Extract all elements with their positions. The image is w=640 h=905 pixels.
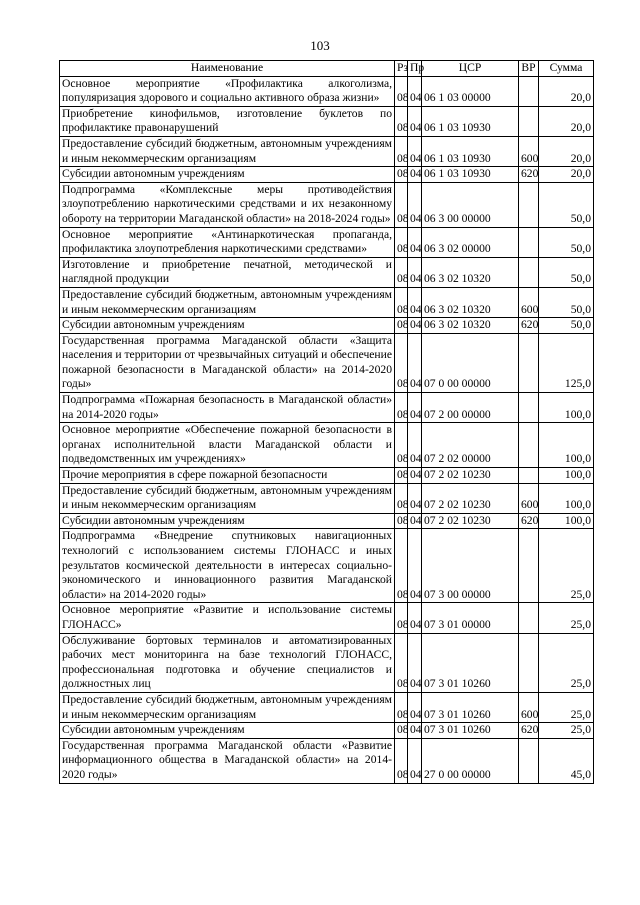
table-row xyxy=(60,287,594,317)
cell-csr: 07 3 01 10260 xyxy=(422,723,519,739)
cell-name: Основное мероприятие «Профилактика алкоголизма, популяризация здорового и социально активного образа жизни» xyxy=(60,76,395,106)
cell-rz: 08 xyxy=(395,723,408,739)
cell-pr: 04 xyxy=(408,182,422,227)
cell-pr: 04 xyxy=(408,468,422,484)
table-row xyxy=(60,393,594,423)
cell-sum: 100,0 xyxy=(539,513,594,529)
cell-pr: 04 xyxy=(408,227,422,257)
cell-csr: 07 2 00 00000 xyxy=(422,393,519,423)
cell-pr: 04 xyxy=(408,738,422,783)
cell-pr: 04 xyxy=(408,136,422,166)
header-pr: Пр xyxy=(408,61,422,77)
cell-name: Основное мероприятие «Развитие и использование системы ГЛОНАСС» xyxy=(60,603,395,633)
cell-name: Изготовление и приобретение печатной, методической и наглядной продукции xyxy=(60,257,395,287)
cell-csr: 06 1 03 10930 xyxy=(422,136,519,166)
cell-pr: 04 xyxy=(408,167,422,183)
cell-rz: 08 xyxy=(395,603,408,633)
table-row xyxy=(60,603,594,633)
table-row xyxy=(60,529,594,603)
cell-name: Предоставление субсидий бюджетным, автономным учреждениям и иным некоммерческим организациям xyxy=(60,692,395,722)
cell-csr: 06 3 02 10320 xyxy=(422,287,519,317)
table-row xyxy=(60,423,594,468)
cell-csr: 07 3 00 00000 xyxy=(422,529,519,603)
cell-vr xyxy=(519,333,539,392)
cell-rz: 08 xyxy=(395,513,408,529)
cell-rz: 08 xyxy=(395,287,408,317)
cell-sum: 25,0 xyxy=(539,692,594,722)
cell-rz: 08 xyxy=(395,167,408,183)
cell-sum: 20,0 xyxy=(539,106,594,136)
cell-sum: 20,0 xyxy=(539,76,594,106)
table-row xyxy=(60,723,594,739)
table-row xyxy=(60,167,594,183)
cell-name: Прочие мероприятия в сфере пожарной безопасности xyxy=(60,468,395,484)
cell-csr: 07 0 00 00000 xyxy=(422,333,519,392)
cell-sum: 25,0 xyxy=(539,529,594,603)
cell-sum: 100,0 xyxy=(539,483,594,513)
cell-csr: 06 3 02 10320 xyxy=(422,257,519,287)
cell-pr: 04 xyxy=(408,287,422,317)
cell-pr: 04 xyxy=(408,257,422,287)
cell-vr xyxy=(519,633,539,692)
cell-name: Государственная программа Магаданской области «Развитие информационного общества в Магаданской области» на 2014-2020 годы» xyxy=(60,738,395,783)
cell-pr: 04 xyxy=(408,692,422,722)
cell-rz: 08 xyxy=(395,106,408,136)
cell-rz: 08 xyxy=(395,468,408,484)
cell-name: Субсидии автономным учреждениям xyxy=(60,167,395,183)
cell-csr: 07 3 01 10260 xyxy=(422,633,519,692)
cell-rz: 08 xyxy=(395,257,408,287)
cell-vr: 620 xyxy=(519,167,539,183)
cell-vr xyxy=(519,257,539,287)
cell-pr: 04 xyxy=(408,603,422,633)
cell-name: Субсидии автономным учреждениям xyxy=(60,723,395,739)
cell-rz: 08 xyxy=(395,738,408,783)
cell-sum: 50,0 xyxy=(539,182,594,227)
cell-pr: 04 xyxy=(408,423,422,468)
cell-vr xyxy=(519,393,539,423)
table-row xyxy=(60,738,594,783)
cell-sum: 50,0 xyxy=(539,287,594,317)
table-row xyxy=(60,513,594,529)
cell-rz: 08 xyxy=(395,136,408,166)
table-row xyxy=(60,468,594,484)
table-row xyxy=(60,318,594,334)
cell-sum: 100,0 xyxy=(539,468,594,484)
cell-vr xyxy=(519,468,539,484)
cell-vr xyxy=(519,423,539,468)
cell-vr xyxy=(519,227,539,257)
cell-name: Предоставление субсидий бюджетным, автономным учреждениям и иным некоммерческим организациям xyxy=(60,136,395,166)
cell-pr: 04 xyxy=(408,513,422,529)
cell-csr: 07 3 01 10260 xyxy=(422,692,519,722)
table-row xyxy=(60,257,594,287)
cell-vr xyxy=(519,182,539,227)
cell-name: Предоставление субсидий бюджетным, автономным учреждениям и иным некоммерческим организациям xyxy=(60,483,395,513)
cell-csr: 06 1 03 10930 xyxy=(422,106,519,136)
cell-name: Субсидии автономным учреждениям xyxy=(60,318,395,334)
cell-pr: 04 xyxy=(408,633,422,692)
cell-csr: 06 3 00 00000 xyxy=(422,182,519,227)
cell-csr: 07 2 02 10230 xyxy=(422,483,519,513)
cell-pr: 04 xyxy=(408,529,422,603)
table-row xyxy=(60,106,594,136)
cell-csr: 27 0 00 00000 xyxy=(422,738,519,783)
cell-sum: 25,0 xyxy=(539,723,594,739)
cell-name: Субсидии автономным учреждениям xyxy=(60,513,395,529)
cell-rz: 08 xyxy=(395,76,408,106)
cell-name: Приобретение кинофильмов, изготовление буклетов по профилактике правонарушений xyxy=(60,106,395,136)
cell-rz: 08 xyxy=(395,333,408,392)
cell-name: Подпрограмма «Внедрение спутниковых навигационных технологий с использованием системы ГЛОНАСС и иных результатов космической деятельности в интересах социально-экономического и инновационного развития Магаданской области» на 2014-2020 годы» xyxy=(60,529,395,603)
cell-pr: 04 xyxy=(408,393,422,423)
cell-rz: 08 xyxy=(395,529,408,603)
cell-vr xyxy=(519,106,539,136)
cell-vr: 600 xyxy=(519,287,539,317)
cell-sum: 100,0 xyxy=(539,423,594,468)
cell-name: Предоставление субсидий бюджетным, автономным учреждениям и иным некоммерческим организациям xyxy=(60,287,395,317)
cell-sum: 20,0 xyxy=(539,167,594,183)
cell-name: Обслуживание бортовых терминалов и автоматизированных рабочих мест мониторинга на базе технологий ГЛОНАСС, профессиональная подготовка и обучение специалистов и должностных лиц xyxy=(60,633,395,692)
cell-vr: 600 xyxy=(519,136,539,166)
cell-sum: 50,0 xyxy=(539,257,594,287)
cell-rz: 08 xyxy=(395,483,408,513)
cell-name: Государственная программа Магаданской области «Защита населения и территории от чрезвычайных ситуаций и обеспечение пожарной безопасности в Магаданской области» на 2014-2020 годы» xyxy=(60,333,395,392)
cell-csr: 06 1 03 00000 xyxy=(422,76,519,106)
cell-rz: 08 xyxy=(395,692,408,722)
cell-csr: 07 2 02 00000 xyxy=(422,423,519,468)
cell-rz: 08 xyxy=(395,182,408,227)
cell-csr: 07 2 02 10230 xyxy=(422,513,519,529)
cell-sum: 20,0 xyxy=(539,136,594,166)
cell-csr: 07 2 02 10230 xyxy=(422,468,519,484)
header-sum: Сумма xyxy=(539,61,594,77)
budget-table xyxy=(59,60,594,784)
cell-rz: 08 xyxy=(395,227,408,257)
cell-csr: 06 1 03 10930 xyxy=(422,167,519,183)
cell-csr: 06 3 02 10320 xyxy=(422,318,519,334)
header-name: Наименование xyxy=(60,61,395,77)
cell-sum: 25,0 xyxy=(539,603,594,633)
cell-sum: 25,0 xyxy=(539,633,594,692)
cell-name: Основное мероприятие «Обеспечение пожарной безопасности в органах исполнительной власти Магаданской области и подведомственных им учреждениях» xyxy=(60,423,395,468)
table-row xyxy=(60,227,594,257)
cell-csr: 06 3 02 00000 xyxy=(422,227,519,257)
table-row xyxy=(60,483,594,513)
cell-vr xyxy=(519,603,539,633)
cell-vr xyxy=(519,76,539,106)
cell-vr: 600 xyxy=(519,692,539,722)
cell-rz: 08 xyxy=(395,318,408,334)
header-rz: Рз xyxy=(395,61,408,77)
cell-pr: 04 xyxy=(408,318,422,334)
cell-vr xyxy=(519,529,539,603)
cell-sum: 100,0 xyxy=(539,393,594,423)
cell-rz: 08 xyxy=(395,633,408,692)
cell-pr: 04 xyxy=(408,76,422,106)
cell-sum: 50,0 xyxy=(539,318,594,334)
table-row xyxy=(60,333,594,392)
table-header-row xyxy=(60,61,594,77)
cell-sum: 45,0 xyxy=(539,738,594,783)
cell-pr: 04 xyxy=(408,333,422,392)
table-row xyxy=(60,692,594,722)
cell-name: Подпрограмма «Пожарная безопасность в Магаданской области» на 2014-2020 годы» xyxy=(60,393,395,423)
cell-name: Подпрограмма «Комплексные меры противодействия злоупотреблению наркотическими средствами и их незаконному обороту на территории Магаданской области» на 2018-2024 годы» xyxy=(60,182,395,227)
table-row xyxy=(60,136,594,166)
header-csr: ЦСР xyxy=(422,61,519,77)
header-vr: ВР xyxy=(519,61,539,77)
cell-rz: 08 xyxy=(395,423,408,468)
cell-sum: 50,0 xyxy=(539,227,594,257)
cell-name: Основное мероприятие «Антинаркотическая пропаганда, профилактика злоупотребления наркотическими средствами» xyxy=(60,227,395,257)
cell-vr: 620 xyxy=(519,513,539,529)
table-row xyxy=(60,182,594,227)
cell-pr: 04 xyxy=(408,483,422,513)
cell-pr: 04 xyxy=(408,723,422,739)
cell-vr: 620 xyxy=(519,318,539,334)
cell-pr: 04 xyxy=(408,106,422,136)
cell-csr: 07 3 01 00000 xyxy=(422,603,519,633)
cell-vr: 620 xyxy=(519,723,539,739)
cell-vr xyxy=(519,738,539,783)
table-row xyxy=(60,76,594,106)
table-row xyxy=(60,633,594,692)
page-number: 103 xyxy=(310,38,330,53)
cell-vr: 600 xyxy=(519,483,539,513)
cell-sum: 125,0 xyxy=(539,333,594,392)
cell-rz: 08 xyxy=(395,393,408,423)
